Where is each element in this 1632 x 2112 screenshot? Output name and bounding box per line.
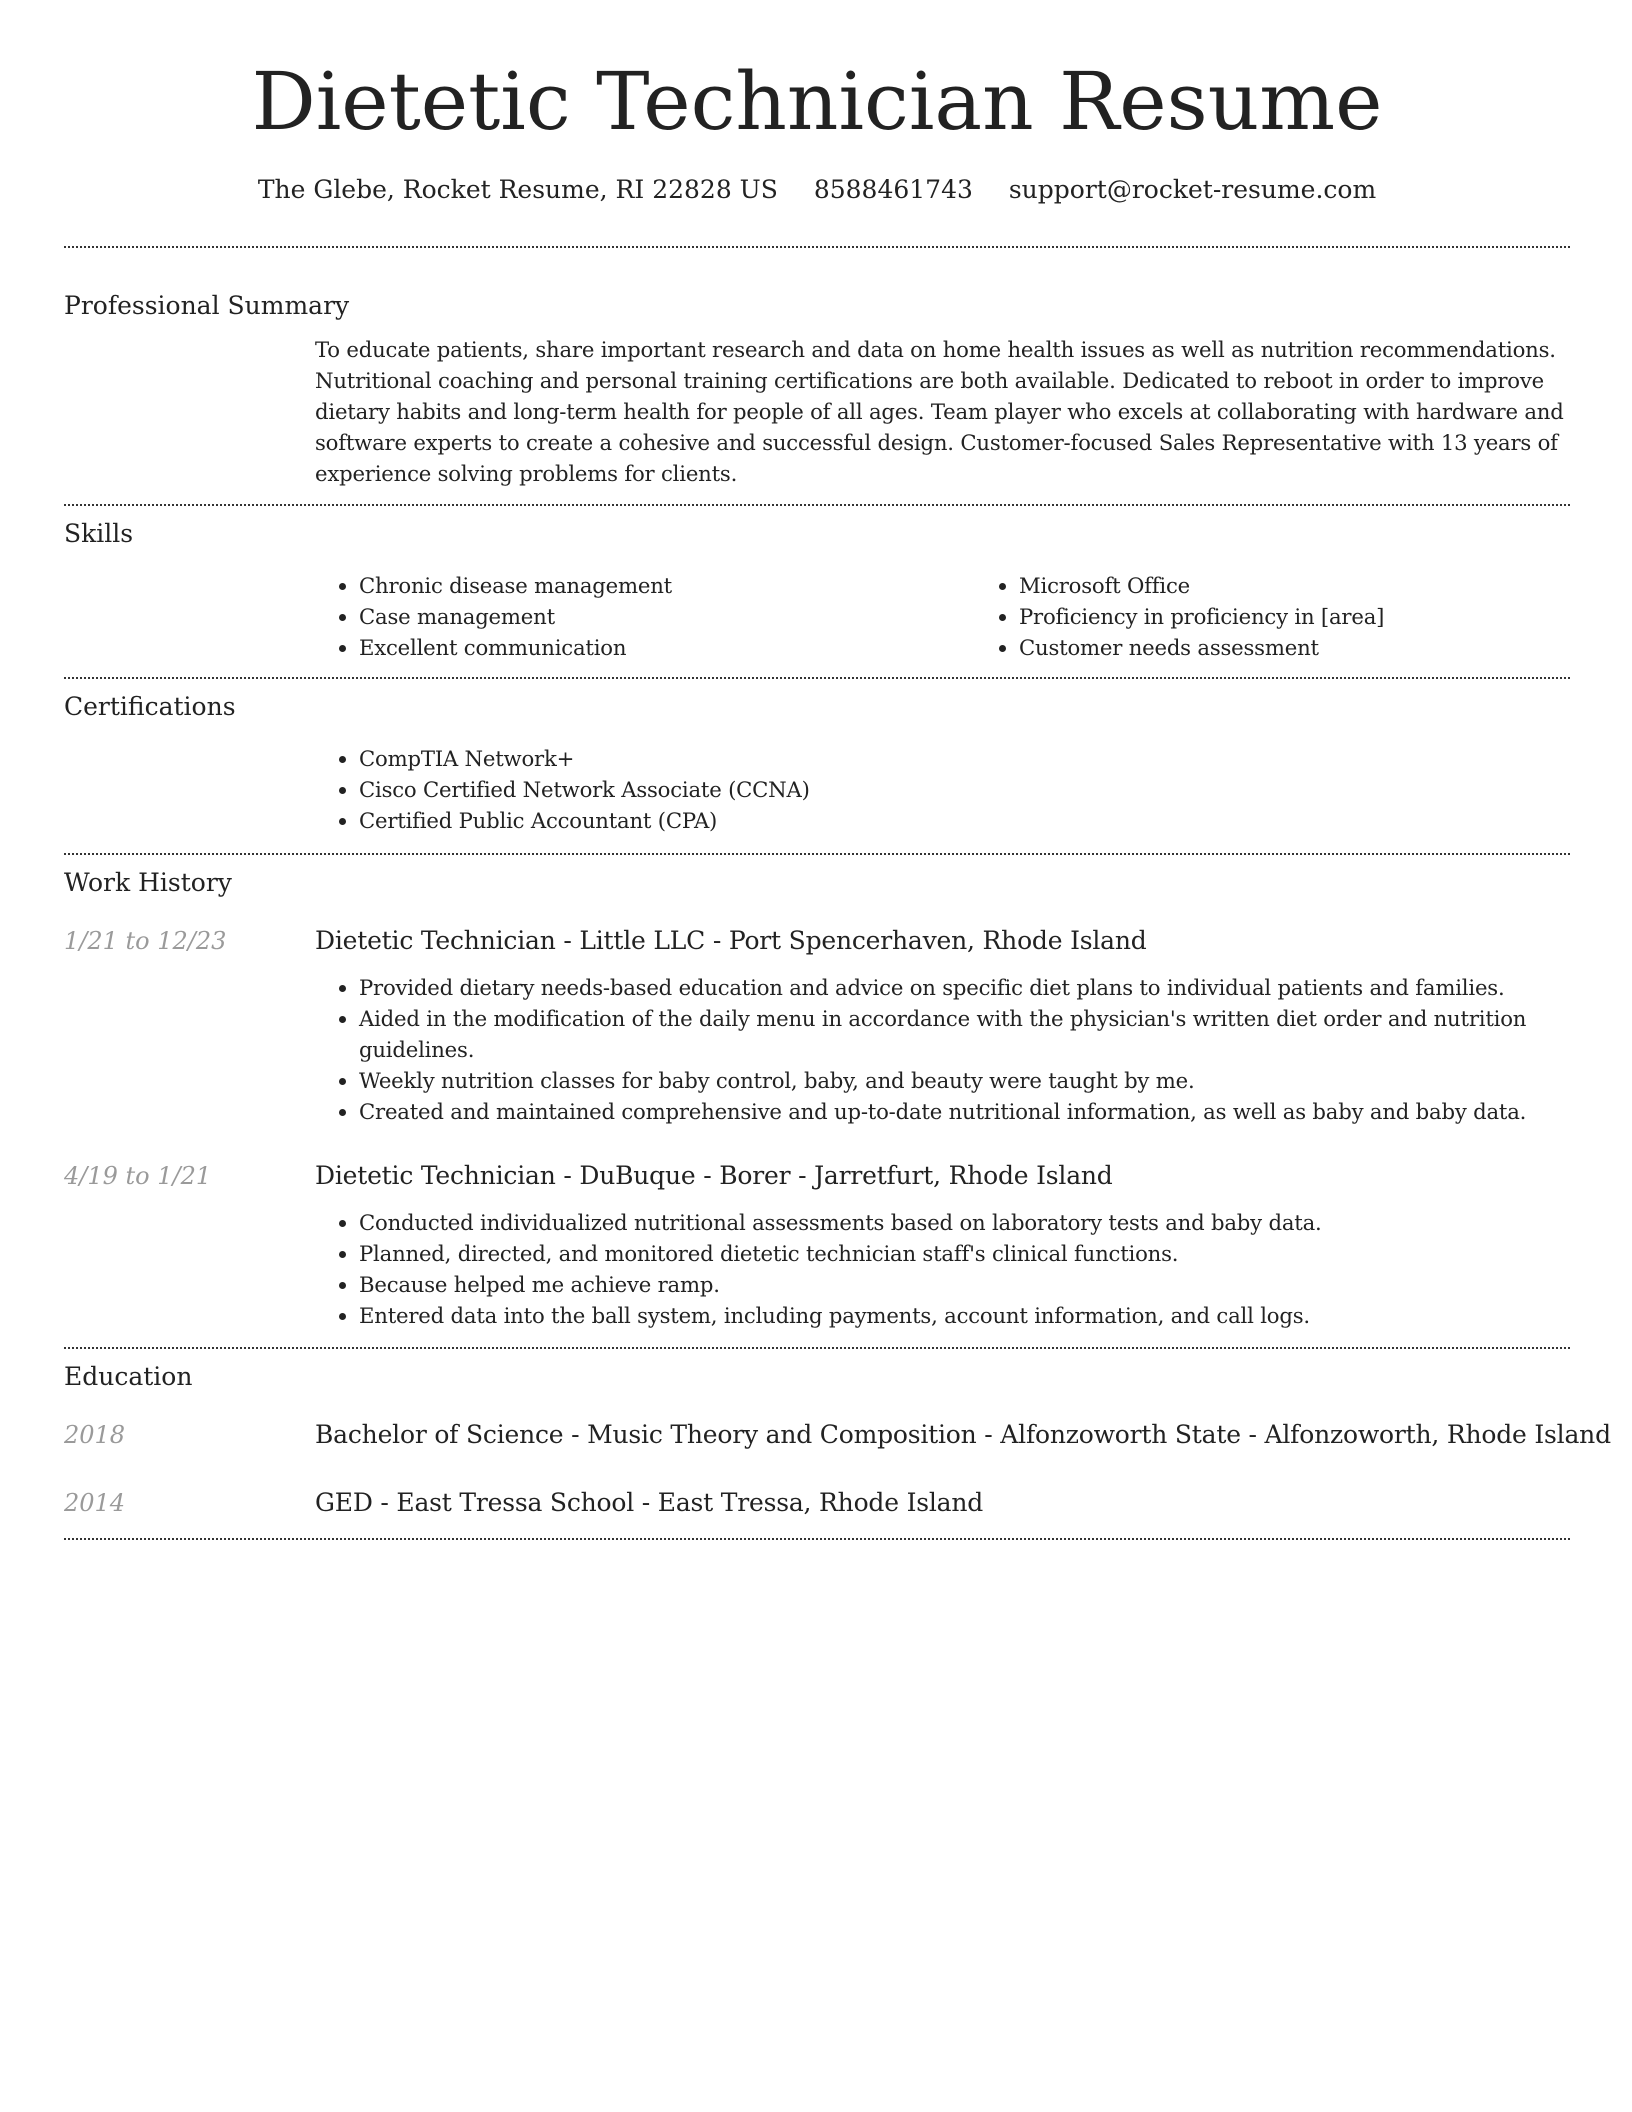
job-bullet: • Because helped me achieve ramp. bbox=[359, 1269, 1570, 1300]
summary-heading: Professional Summary bbox=[64, 291, 350, 320]
skills-column-2 bbox=[975, 570, 1632, 663]
job-bullets bbox=[315, 1207, 1570, 1331]
certification-item: • Cisco Certified Network Associate (CCNA) bbox=[359, 774, 1570, 805]
summary-row bbox=[64, 334, 1570, 489]
resume-title: Dietetic Technician Resume bbox=[251, 55, 1383, 148]
job-heading bbox=[315, 1158, 1570, 1194]
education-degree: Bachelor of Science - Music Theory and Composition bbox=[315, 1420, 977, 1449]
phone: 8588461743 bbox=[813, 175, 973, 204]
certification-item: • CompTIA Network+ bbox=[359, 743, 1570, 774]
job-heading bbox=[315, 923, 1570, 959]
skill-item: • Customer needs assessment bbox=[1019, 632, 1632, 663]
job-details bbox=[315, 1158, 1570, 1331]
skills-spacer bbox=[64, 570, 315, 663]
skill-item: • Case management bbox=[359, 601, 975, 632]
job-entry bbox=[64, 923, 1570, 1127]
job-bullet: • Provided dietary needs-based education and advice on specific diet plans to individual patients and families. bbox=[359, 972, 1570, 1003]
job-dates: 4/19 to 1/21 bbox=[64, 1162, 212, 1190]
work-heading: Work History bbox=[64, 868, 232, 897]
job-dates: 1/21 to 12/23 bbox=[64, 927, 227, 955]
skill-item: • Microsoft Office bbox=[1019, 570, 1632, 601]
job-employer: - Little LLC - Port Spencerhaven, Rhode Island bbox=[555, 926, 1147, 955]
education-entry bbox=[64, 1485, 1570, 1521]
job-bullet: • Planned, directed, and monitored dietetic technician staff's clinical functions. bbox=[359, 1238, 1570, 1269]
certifications-list bbox=[315, 743, 1570, 836]
certifications-heading: Certifications bbox=[64, 692, 236, 721]
certification-item: • Certified Public Accountant (CPA) bbox=[359, 805, 1570, 836]
job-bullet: • Aided in the modification of the daily menu in accordance with the physician's written diet order and nutrition guidelines. bbox=[359, 1003, 1570, 1065]
education-entry bbox=[64, 1417, 1611, 1453]
section-divider bbox=[64, 1538, 1570, 1540]
job-entry bbox=[64, 1158, 1570, 1331]
job-title: Dietetic Technician bbox=[315, 926, 556, 955]
job-bullet: • Entered data into the ball system, including payments, account information, and call logs. bbox=[359, 1300, 1570, 1331]
skill-item: • Chronic disease management bbox=[359, 570, 975, 601]
certifications-row bbox=[64, 743, 1570, 836]
education-details bbox=[315, 1417, 1611, 1453]
education-heading-line bbox=[315, 1417, 1611, 1453]
summary-spacer bbox=[64, 334, 315, 489]
education-heading: Education bbox=[64, 1362, 193, 1391]
section-divider bbox=[64, 246, 1570, 248]
job-employer: - DuBuque - Borer - Jarretfurt, Rhode Island bbox=[555, 1161, 1113, 1190]
job-bullet: • Weekly nutrition classes for baby control, baby, and beauty were taught by me. bbox=[359, 1065, 1570, 1096]
education-year: 2018 bbox=[64, 1421, 126, 1449]
job-title: Dietetic Technician bbox=[315, 1161, 556, 1190]
education-degree: GED bbox=[315, 1488, 373, 1517]
skill-item: • Excellent communication bbox=[359, 632, 975, 663]
skills-column-1 bbox=[315, 570, 975, 663]
education-heading-line bbox=[315, 1485, 1570, 1521]
skill-item: • Proficiency in proficiency in [area] bbox=[1019, 601, 1632, 632]
job-details bbox=[315, 923, 1570, 1127]
education-school: - Alfonzoworth State - Alfonzoworth, Rhode Island bbox=[976, 1420, 1611, 1449]
section-divider bbox=[64, 1347, 1570, 1349]
section-divider bbox=[64, 853, 1570, 855]
education-details bbox=[315, 1485, 1570, 1521]
address: The Glebe, Rocket Resume, RI 22828 US bbox=[257, 175, 778, 204]
education-school: - East Tressa School - East Tressa, Rhode Island bbox=[372, 1488, 984, 1517]
certifications-spacer bbox=[64, 743, 315, 836]
education-year: 2014 bbox=[64, 1489, 126, 1517]
skills-grid bbox=[315, 570, 1632, 663]
section-divider bbox=[64, 504, 1570, 506]
skills-heading: Skills bbox=[64, 519, 134, 548]
job-bullets bbox=[315, 972, 1570, 1127]
contact-line bbox=[64, 172, 1570, 208]
job-bullet: • Created and maintained comprehensive and up-to-date nutritional information, as well as baby and baby data. bbox=[359, 1096, 1570, 1127]
resume-page bbox=[64, 0, 1611, 1540]
section-divider bbox=[64, 677, 1570, 679]
certifications-list-wrap bbox=[315, 743, 1570, 836]
email: support@rocket-resume.com bbox=[1008, 175, 1377, 204]
job-bullet: • Conducted individualized nutritional assessments based on laboratory tests and baby data. bbox=[359, 1207, 1570, 1238]
skills-row bbox=[64, 570, 1570, 663]
summary-text: To educate patients, share important research and data on home health issues as well as nutrition recommendations. Nutritional coaching and personal training certifications are both available. Dedicated to reboot in order to improve dietary habits and long-term health for people of all ages. Team player who excels at collaborating with hardware and software experts to create a cohesive and successful design. Customer-focused Sales Representative with 13 years of experience solving problems for clients. bbox=[315, 337, 1564, 486]
